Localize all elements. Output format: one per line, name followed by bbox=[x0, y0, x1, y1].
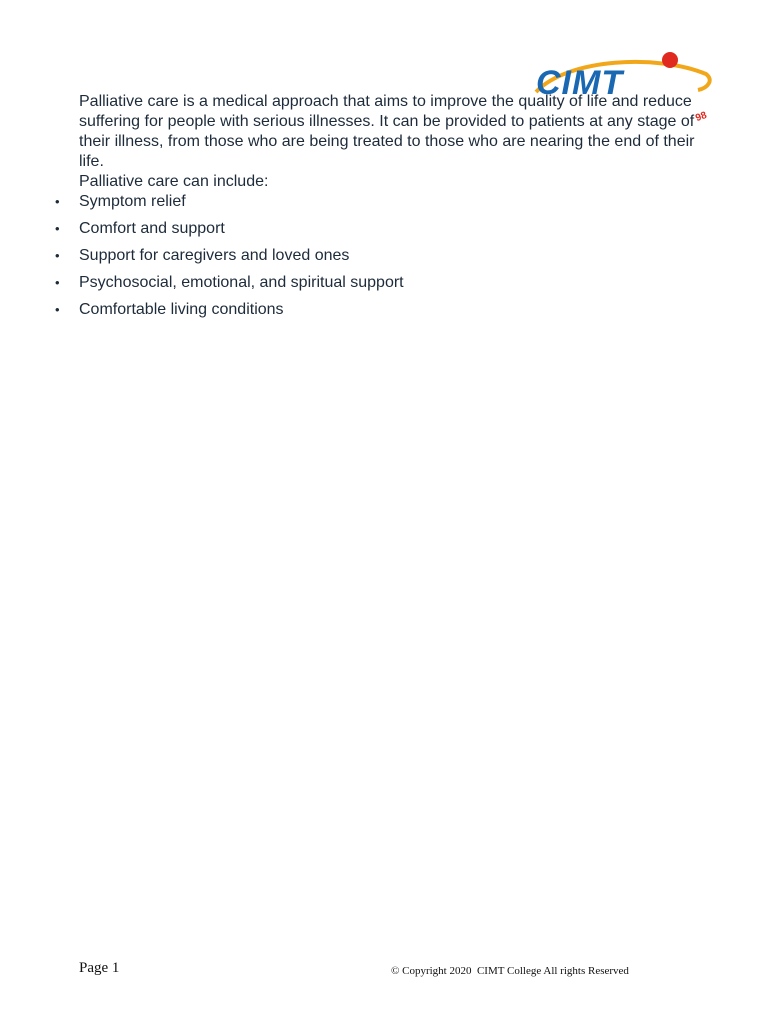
intro-paragraph: Palliative care is a medical approach that aims to improve the quality of life and reduce suffering for people with serious illnesses. It can be provided to patients at any stage of their illness, from those who are being treated to those who are nearing the end of their life. bbox=[79, 93, 695, 170]
bullet-icon: • bbox=[55, 302, 60, 317]
list-item-text: Comfort and support bbox=[79, 220, 225, 237]
bullet-icon: • bbox=[55, 248, 60, 263]
list-item-text: Symptom relief bbox=[79, 193, 186, 210]
page-number: Page 1 bbox=[79, 960, 120, 976]
logo-text: CIMT bbox=[536, 64, 624, 102]
bullet-icon: • bbox=[55, 194, 60, 209]
care-list bbox=[55, 192, 699, 327]
bullet-icon: • bbox=[55, 275, 60, 290]
logo-red-dot bbox=[662, 52, 678, 68]
bullet-icon: • bbox=[55, 221, 60, 236]
list-item bbox=[55, 300, 699, 327]
list-item-text: Psychosocial, emotional, and spiritual support bbox=[79, 274, 404, 291]
logo-accent-text: 98 bbox=[694, 109, 709, 125]
document-body bbox=[55, 92, 699, 327]
list-item bbox=[55, 192, 699, 219]
list-item bbox=[55, 219, 699, 246]
list-item-text: Support for caregivers and loved ones bbox=[79, 247, 350, 264]
list-item bbox=[55, 246, 699, 273]
list-item bbox=[55, 273, 699, 300]
copyright-notice: © Copyright 2020 CIMT College All rights Reserved bbox=[391, 965, 629, 977]
list-item-text: Comfortable living conditions bbox=[79, 301, 284, 318]
lead-in-text: Palliative care can include: bbox=[79, 173, 269, 190]
